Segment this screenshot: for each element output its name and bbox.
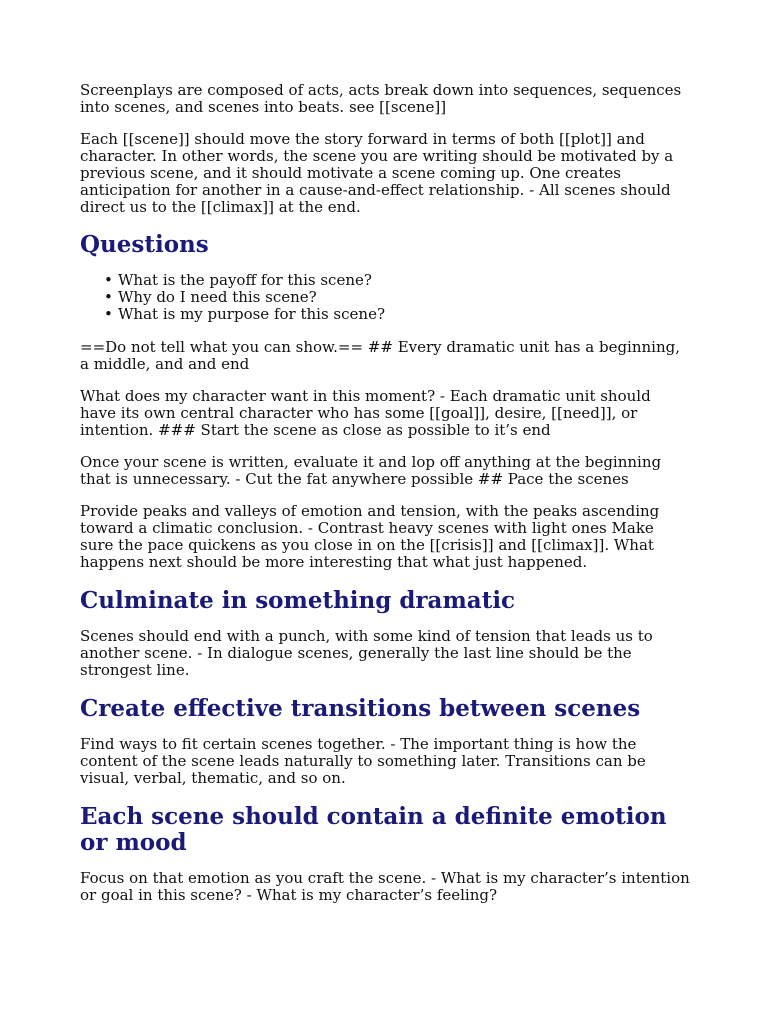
bullet-icon: •: [104, 271, 113, 289]
intro-paragraph: Screenplays are composed of acts, acts break down into sequences, sequences into scenes, and scenes into beats. see [[scene]]: [80, 81, 682, 116]
emotion-paragraph: Focus on that emotion as you craft the scene. - What is my character’s intention or goal in this scene? - What is my character’s feeling?: [80, 869, 690, 904]
question-text: Why do I need this scene?: [118, 288, 317, 306]
bullet-icon: •: [104, 288, 113, 306]
question-text: What is my purpose for this scene?: [118, 305, 385, 323]
question-text: What is the payoff for this scene?: [118, 271, 372, 289]
transitions-heading: Create effective transitions between scenes: [80, 695, 641, 722]
emotion-heading: Each scene should contain a definite emotion or mood: [80, 803, 667, 856]
pacing-paragraph: Provide peaks and valleys of emotion and tension, with the peaks ascending toward a climatic conclusion. - Contrast heavy scenes with light ones Make sure the pace quickens as you close in on the [[crisis]] and [[climax]]. What happens next should be more interesting that what just happened.: [80, 502, 660, 571]
character-want-paragraph: What does my character want in this moment? - Each dramatic unit should have its own central character who has some [[goal]], desire, [[need]], or intention. ### Start the scene as close as possible to it’s end: [80, 387, 651, 439]
culminate-heading: Culminate in something dramatic: [80, 587, 516, 614]
show-dont-tell-paragraph: ==Do not tell what you can show.== ## Every dramatic unit has a beginning, a middle, and and end: [80, 338, 680, 373]
scene-purpose-paragraph: Each [[scene]] should move the story forward in terms of both [[plot]] and character. In other words, the scene you are writing should be motivated by a previous scene, and it should motivate a scene coming up. One creates anticipation for another in a cause-and-effect relationship. - All scenes should direct us to the [[climax]] at the end.: [80, 130, 674, 216]
document-page: [80, 82, 690, 904]
evaluate-scene-paragraph: Once your scene is written, evaluate it and lop off anything at the beginning that is unnecessary. - Cut the fat anywhere possible ## Pace the scenes: [80, 453, 662, 488]
scene-ending-paragraph: Scenes should end with a punch, with some kind of tension that leads us to another scene. - In dialogue scenes, generally the last line should be the strongest line.: [80, 627, 653, 679]
list-item: [104, 272, 690, 289]
bullet-icon: •: [104, 305, 113, 323]
questions-heading: Questions: [80, 231, 209, 258]
list-item: [104, 289, 690, 306]
transitions-paragraph: Find ways to fit certain scenes together. - The important thing is how the content of the scene leads naturally to something later. Transitions can be visual, verbal, thematic, and so on.: [80, 735, 646, 787]
questions-list: [80, 272, 690, 323]
list-item: [104, 306, 690, 323]
